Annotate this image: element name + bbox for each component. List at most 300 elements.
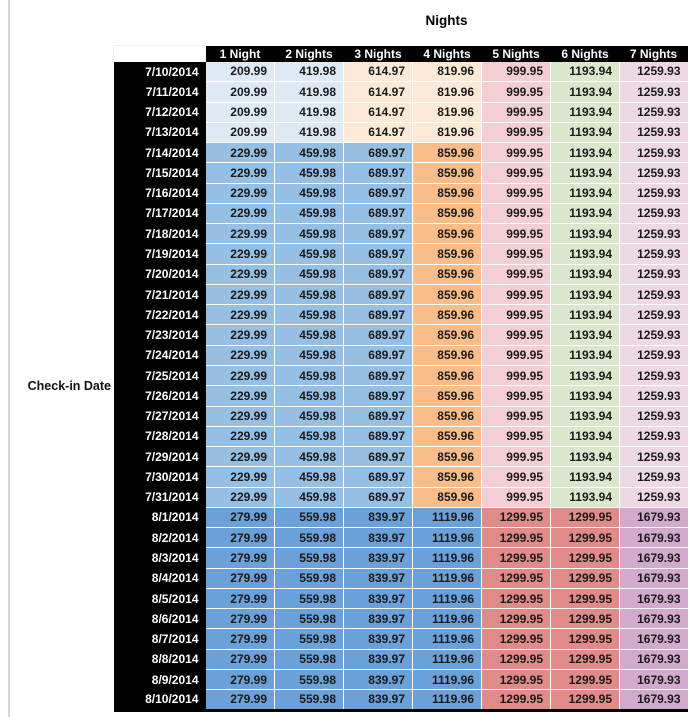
table-row (114, 305, 688, 325)
price-cell[interactable]: 1193.94 (551, 143, 620, 163)
price-cell[interactable]: 1119.96 (413, 528, 482, 548)
price-cell[interactable]: 1679.93 (620, 548, 688, 568)
price-cell[interactable]: 229.99 (206, 264, 275, 284)
price-cell[interactable]: 1259.93 (620, 325, 688, 345)
price-cell[interactable]: 614.97 (344, 122, 413, 142)
price-cell[interactable]: 839.97 (344, 629, 413, 649)
price-cell[interactable]: 1299.95 (482, 649, 551, 669)
price-cell[interactable]: 1259.93 (620, 406, 688, 426)
table-row (114, 143, 688, 163)
price-cell[interactable]: 559.98 (275, 629, 344, 649)
price-cell[interactable]: 839.97 (344, 507, 413, 527)
price-cell[interactable]: 1193.94 (551, 487, 620, 507)
price-cell[interactable]: 1259.93 (620, 102, 688, 122)
date-cell[interactable]: 7/28/2014 (114, 426, 206, 446)
price-cell[interactable]: 459.98 (275, 365, 344, 385)
price-cell[interactable]: 1299.95 (551, 609, 620, 629)
column-header[interactable]: 4 Nights (413, 46, 482, 62)
price-cell[interactable]: 459.98 (275, 244, 344, 264)
price-cell[interactable]: 1259.93 (620, 365, 688, 385)
price-cell[interactable]: 689.97 (344, 264, 413, 284)
table-row (114, 264, 688, 284)
price-cell[interactable]: 689.97 (344, 325, 413, 345)
price-cell[interactable]: 689.97 (344, 345, 413, 365)
price-cell[interactable]: 229.99 (206, 183, 275, 203)
price-cell[interactable]: 689.97 (344, 163, 413, 183)
price-cell[interactable]: 999.95 (482, 203, 551, 223)
price-cell[interactable]: 459.98 (275, 183, 344, 203)
price-cell[interactable]: 999.95 (482, 62, 551, 82)
date-cell[interactable]: 7/13/2014 (114, 122, 206, 142)
price-cell[interactable]: 1299.95 (551, 507, 620, 527)
table-row (114, 629, 688, 649)
price-cell[interactable]: 839.97 (344, 568, 413, 588)
table-row (114, 507, 688, 527)
price-cell[interactable]: 279.99 (206, 649, 275, 669)
price-cell[interactable]: 559.98 (275, 609, 344, 629)
table-row (114, 649, 688, 669)
price-cell[interactable]: 279.99 (206, 507, 275, 527)
price-cell[interactable]: 559.98 (275, 588, 344, 608)
price-cell[interactable]: 819.96 (413, 122, 482, 142)
price-cell[interactable]: 1299.95 (482, 568, 551, 588)
price-cell[interactable]: 1299.95 (551, 649, 620, 669)
table-row (114, 447, 688, 467)
price-cell[interactable]: 689.97 (344, 284, 413, 304)
price-cell[interactable]: 279.99 (206, 528, 275, 548)
table-row (114, 244, 688, 264)
price-cell[interactable]: 279.99 (206, 690, 275, 710)
date-cell[interactable]: 7/20/2014 (114, 264, 206, 284)
price-cell[interactable]: 1679.93 (620, 629, 688, 649)
price-cell[interactable]: 839.97 (344, 609, 413, 629)
price-cell[interactable]: 229.99 (206, 447, 275, 467)
price-cell[interactable]: 859.96 (413, 325, 482, 345)
price-cell[interactable]: 229.99 (206, 426, 275, 446)
price-cell[interactable]: 1193.94 (551, 264, 620, 284)
price-cell[interactable]: 559.98 (275, 649, 344, 669)
date-cell[interactable]: 7/18/2014 (114, 224, 206, 244)
price-cell[interactable]: 689.97 (344, 467, 413, 487)
price-cell[interactable]: 459.98 (275, 386, 344, 406)
price-cell[interactable]: 1259.93 (620, 143, 688, 163)
price-cell[interactable]: 999.95 (482, 102, 551, 122)
table-row (114, 487, 688, 507)
price-cell[interactable]: 1679.93 (620, 609, 688, 629)
price-cell[interactable]: 689.97 (344, 244, 413, 264)
price-cell[interactable]: 1193.94 (551, 82, 620, 102)
price-cell[interactable]: 1193.94 (551, 62, 620, 82)
price-cell[interactable]: 689.97 (344, 143, 413, 163)
price-cell[interactable]: 999.95 (482, 426, 551, 446)
price-cell[interactable]: 459.98 (275, 143, 344, 163)
price-cell[interactable]: 1259.93 (620, 163, 688, 183)
price-cell[interactable]: 859.96 (413, 224, 482, 244)
price-cell[interactable]: 1299.95 (482, 507, 551, 527)
column-header[interactable]: 6 Nights (551, 46, 620, 62)
price-cell[interactable]: 1259.93 (620, 487, 688, 507)
date-cell[interactable]: 7/22/2014 (114, 305, 206, 325)
price-cell[interactable]: 209.99 (206, 102, 275, 122)
price-cell[interactable]: 839.97 (344, 588, 413, 608)
price-cell[interactable]: 1299.95 (551, 690, 620, 710)
price-cell[interactable]: 279.99 (206, 669, 275, 689)
date-cell[interactable]: 7/15/2014 (114, 163, 206, 183)
price-cell[interactable]: 1193.94 (551, 224, 620, 244)
table-row (114, 426, 688, 446)
price-cell[interactable]: 859.96 (413, 203, 482, 223)
price-cell[interactable]: 999.95 (482, 406, 551, 426)
column-header[interactable]: 1 Night (206, 46, 275, 62)
price-cell[interactable]: 614.97 (344, 102, 413, 122)
price-cell[interactable]: 1259.93 (620, 203, 688, 223)
price-cell[interactable]: 1193.94 (551, 345, 620, 365)
date-cell[interactable]: 7/12/2014 (114, 102, 206, 122)
price-cell[interactable]: 689.97 (344, 224, 413, 244)
price-cell[interactable]: 459.98 (275, 284, 344, 304)
price-cell[interactable]: 229.99 (206, 143, 275, 163)
price-cell[interactable]: 1679.93 (620, 568, 688, 588)
price-cell[interactable]: 1259.93 (620, 386, 688, 406)
column-header[interactable]: 3 Nights (344, 46, 413, 62)
price-cell[interactable]: 839.97 (344, 548, 413, 568)
price-cell[interactable]: 1299.95 (482, 609, 551, 629)
date-cell[interactable]: 7/17/2014 (114, 203, 206, 223)
price-cell[interactable]: 559.98 (275, 548, 344, 568)
price-cell[interactable]: 229.99 (206, 305, 275, 325)
price-cell[interactable]: 459.98 (275, 163, 344, 183)
table-row (114, 122, 688, 142)
date-cell[interactable]: 8/7/2014 (114, 629, 206, 649)
price-cell[interactable]: 209.99 (206, 122, 275, 142)
table-row (114, 203, 688, 223)
price-cell[interactable]: 1119.96 (413, 669, 482, 689)
table-row (114, 183, 688, 203)
price-cell[interactable]: 859.96 (413, 426, 482, 446)
price-cell[interactable]: 1119.96 (413, 588, 482, 608)
price-cell[interactable]: 419.98 (275, 82, 344, 102)
price-cell[interactable]: 999.95 (482, 284, 551, 304)
price-cell[interactable]: 859.96 (413, 183, 482, 203)
price-cell[interactable]: 859.96 (413, 487, 482, 507)
price-cell[interactable]: 1193.94 (551, 203, 620, 223)
price-cell[interactable]: 419.98 (275, 62, 344, 82)
price-cell[interactable]: 1299.95 (482, 548, 551, 568)
price-cell[interactable]: 689.97 (344, 203, 413, 223)
price-cell[interactable]: 229.99 (206, 224, 275, 244)
date-cell[interactable]: 7/25/2014 (114, 365, 206, 385)
price-cell[interactable]: 1119.96 (413, 649, 482, 669)
table-row (114, 224, 688, 244)
price-cell[interactable]: 1259.93 (620, 62, 688, 82)
price-cell[interactable]: 459.98 (275, 426, 344, 446)
price-cell[interactable]: 999.95 (482, 122, 551, 142)
column-header[interactable]: 7 Nights (620, 46, 688, 62)
price-cell[interactable]: 859.96 (413, 284, 482, 304)
price-cell[interactable]: 859.96 (413, 163, 482, 183)
price-cell[interactable]: 819.96 (413, 82, 482, 102)
price-cell[interactable]: 1119.96 (413, 568, 482, 588)
price-cell[interactable]: 459.98 (275, 447, 344, 467)
price-cell[interactable]: 819.96 (413, 62, 482, 82)
price-cell[interactable]: 839.97 (344, 528, 413, 548)
table-row (114, 102, 688, 122)
price-cell[interactable]: 1119.96 (413, 629, 482, 649)
price-cell[interactable]: 459.98 (275, 467, 344, 487)
price-cell[interactable]: 279.99 (206, 629, 275, 649)
price-cell[interactable]: 1299.95 (551, 629, 620, 649)
corner-cell (114, 46, 206, 62)
price-cell[interactable]: 819.96 (413, 102, 482, 122)
price-cell[interactable]: 1119.96 (413, 548, 482, 568)
price-cell[interactable]: 999.95 (482, 345, 551, 365)
table-row (114, 284, 688, 304)
price-cell[interactable]: 999.95 (482, 244, 551, 264)
price-cell[interactable]: 1299.95 (482, 528, 551, 548)
price-cell[interactable]: 999.95 (482, 264, 551, 284)
price-cell[interactable]: 1259.93 (620, 345, 688, 365)
price-cell[interactable]: 419.98 (275, 122, 344, 142)
price-cell[interactable]: 689.97 (344, 487, 413, 507)
price-cell[interactable]: 229.99 (206, 487, 275, 507)
date-cell[interactable]: 8/6/2014 (114, 609, 206, 629)
price-cell[interactable]: 1193.94 (551, 305, 620, 325)
price-cell[interactable]: 999.95 (482, 143, 551, 163)
price-cell[interactable]: 689.97 (344, 406, 413, 426)
price-cell[interactable]: 1193.94 (551, 447, 620, 467)
price-cell[interactable]: 1679.93 (620, 507, 688, 527)
date-cell[interactable]: 7/10/2014 (114, 62, 206, 82)
price-cell[interactable]: 1193.94 (551, 426, 620, 446)
price-cell[interactable]: 229.99 (206, 406, 275, 426)
price-cell[interactable]: 859.96 (413, 143, 482, 163)
price-cell[interactable]: 1299.95 (551, 588, 620, 608)
price-cell[interactable]: 999.95 (482, 224, 551, 244)
price-cell[interactable]: 859.96 (413, 447, 482, 467)
table-row (114, 365, 688, 385)
price-cell[interactable]: 1119.96 (413, 609, 482, 629)
price-cell[interactable]: 1259.93 (620, 244, 688, 264)
price-cell[interactable]: 999.95 (482, 386, 551, 406)
price-cell[interactable]: 229.99 (206, 345, 275, 365)
date-cell[interactable]: 7/21/2014 (114, 284, 206, 304)
price-cell[interactable]: 999.95 (482, 163, 551, 183)
price-cell[interactable]: 459.98 (275, 305, 344, 325)
price-cell[interactable]: 839.97 (344, 690, 413, 710)
price-cell[interactable]: 1259.93 (620, 82, 688, 102)
price-cell[interactable]: 859.96 (413, 386, 482, 406)
price-cell[interactable]: 1299.95 (482, 669, 551, 689)
price-cell[interactable]: 229.99 (206, 163, 275, 183)
price-cell[interactable]: 559.98 (275, 528, 344, 548)
price-cell[interactable]: 279.99 (206, 588, 275, 608)
price-cell[interactable]: 689.97 (344, 183, 413, 203)
price-cell[interactable]: 999.95 (482, 447, 551, 467)
price-cell[interactable]: 839.97 (344, 649, 413, 669)
price-cell[interactable]: 1193.94 (551, 244, 620, 264)
price-cell[interactable]: 1193.94 (551, 284, 620, 304)
price-cell[interactable]: 459.98 (275, 224, 344, 244)
price-cell[interactable]: 559.98 (275, 568, 344, 588)
price-cell[interactable]: 1193.94 (551, 163, 620, 183)
price-cell[interactable]: 1299.95 (482, 690, 551, 710)
price-cell[interactable]: 999.95 (482, 82, 551, 102)
price-cell[interactable]: 1193.94 (551, 325, 620, 345)
price-cell[interactable]: 1679.93 (620, 528, 688, 548)
price-cell[interactable]: 459.98 (275, 264, 344, 284)
table-row (114, 690, 688, 710)
date-cell[interactable]: 7/29/2014 (114, 447, 206, 467)
date-cell[interactable]: 8/5/2014 (114, 588, 206, 608)
price-cell[interactable]: 1679.93 (620, 649, 688, 669)
price-cell[interactable]: 229.99 (206, 325, 275, 345)
column-header[interactable]: 5 Nights (482, 46, 551, 62)
price-cell[interactable]: 229.99 (206, 386, 275, 406)
price-cell[interactable]: 1679.93 (620, 588, 688, 608)
price-cell[interactable]: 1259.93 (620, 224, 688, 244)
price-cell[interactable]: 459.98 (275, 487, 344, 507)
price-cell[interactable]: 859.96 (413, 467, 482, 487)
price-cell[interactable]: 859.96 (413, 264, 482, 284)
price-cell[interactable]: 1193.94 (551, 365, 620, 385)
price-cell[interactable]: 229.99 (206, 467, 275, 487)
date-cell[interactable]: 8/2/2014 (114, 528, 206, 548)
price-cell[interactable]: 1679.93 (620, 690, 688, 710)
price-cell[interactable]: 1259.93 (620, 122, 688, 142)
price-cell[interactable]: 229.99 (206, 365, 275, 385)
price-cell[interactable]: 1299.95 (551, 528, 620, 548)
table-row (114, 345, 688, 365)
price-cell[interactable]: 1193.94 (551, 102, 620, 122)
price-cell[interactable]: 859.96 (413, 406, 482, 426)
price-cell[interactable]: 859.96 (413, 305, 482, 325)
table-row (114, 528, 688, 548)
price-cell[interactable]: 1193.94 (551, 183, 620, 203)
table-row (114, 467, 688, 487)
price-cell[interactable]: 229.99 (206, 284, 275, 304)
price-cell[interactable]: 1193.94 (551, 406, 620, 426)
table-row (114, 669, 688, 689)
date-cell[interactable]: 7/24/2014 (114, 345, 206, 365)
price-cell[interactable]: 1259.93 (620, 467, 688, 487)
price-cell[interactable]: 999.95 (482, 467, 551, 487)
price-cell[interactable]: 999.95 (482, 183, 551, 203)
date-cell[interactable]: 7/23/2014 (114, 325, 206, 345)
date-cell[interactable]: 7/19/2014 (114, 244, 206, 264)
price-cell[interactable]: 459.98 (275, 406, 344, 426)
date-cell[interactable]: 7/14/2014 (114, 143, 206, 163)
price-cell[interactable]: 229.99 (206, 244, 275, 264)
price-cell[interactable]: 279.99 (206, 609, 275, 629)
price-cell[interactable]: 209.99 (206, 82, 275, 102)
table-row (114, 386, 688, 406)
price-cell[interactable]: 1299.95 (482, 629, 551, 649)
table-row (114, 62, 688, 82)
checkin-date-label: Check-in Date (27, 379, 111, 393)
price-cell[interactable]: 689.97 (344, 426, 413, 446)
table-row (114, 163, 688, 183)
price-cell[interactable]: 689.97 (344, 386, 413, 406)
price-cell[interactable]: 279.99 (206, 548, 275, 568)
price-cell[interactable]: 1299.95 (551, 568, 620, 588)
table-row (114, 588, 688, 608)
price-cell[interactable]: 859.96 (413, 365, 482, 385)
table-row (114, 325, 688, 345)
window-edge-divider (8, 0, 10, 717)
price-cell[interactable]: 1259.93 (620, 183, 688, 203)
price-cell[interactable]: 1259.93 (620, 284, 688, 304)
column-header[interactable]: 2 Nights (275, 46, 344, 62)
price-cell[interactable]: 614.97 (344, 62, 413, 82)
table-row (114, 406, 688, 426)
price-cell[interactable]: 419.98 (275, 102, 344, 122)
price-cell[interactable]: 614.97 (344, 82, 413, 102)
price-cell[interactable]: 1299.95 (482, 588, 551, 608)
price-cell[interactable]: 999.95 (482, 365, 551, 385)
price-cell[interactable]: 459.98 (275, 345, 344, 365)
date-cell[interactable]: 8/8/2014 (114, 649, 206, 669)
table-row (114, 548, 688, 568)
pricing-table (113, 45, 688, 712)
price-cell[interactable]: 999.95 (482, 325, 551, 345)
price-cell[interactable]: 1299.95 (551, 548, 620, 568)
price-cell[interactable]: 1259.93 (620, 447, 688, 467)
date-cell[interactable]: 8/3/2014 (114, 548, 206, 568)
price-cell[interactable]: 1193.94 (551, 122, 620, 142)
price-cell[interactable]: 559.98 (275, 507, 344, 527)
date-cell[interactable]: 8/4/2014 (114, 568, 206, 588)
date-cell[interactable]: 7/27/2014 (114, 406, 206, 426)
price-cell[interactable]: 689.97 (344, 447, 413, 467)
price-cell[interactable]: 1119.96 (413, 507, 482, 527)
date-cell[interactable]: 7/31/2014 (114, 487, 206, 507)
table-row (114, 82, 688, 102)
price-cell[interactable]: 229.99 (206, 203, 275, 223)
price-cell[interactable]: 279.99 (206, 568, 275, 588)
price-cell[interactable]: 1119.96 (413, 690, 482, 710)
date-cell[interactable]: 8/10/2014 (114, 690, 206, 710)
table-row (114, 609, 688, 629)
date-cell[interactable]: 7/11/2014 (114, 82, 206, 102)
date-cell[interactable]: 7/16/2014 (114, 183, 206, 203)
date-cell[interactable]: 7/30/2014 (114, 467, 206, 487)
price-cell[interactable]: 1679.93 (620, 669, 688, 689)
price-cell[interactable]: 209.99 (206, 62, 275, 82)
price-cell[interactable]: 689.97 (344, 305, 413, 325)
price-cell[interactable]: 459.98 (275, 325, 344, 345)
date-cell[interactable]: 8/1/2014 (114, 507, 206, 527)
price-cell[interactable]: 1259.93 (620, 264, 688, 284)
table-title: Nights (425, 13, 468, 28)
price-cell[interactable]: 1193.94 (551, 467, 620, 487)
price-cell[interactable]: 559.98 (275, 690, 344, 710)
header-row (114, 46, 688, 62)
price-cell[interactable]: 1259.93 (620, 305, 688, 325)
price-cell[interactable]: 859.96 (413, 244, 482, 264)
price-cell[interactable]: 559.98 (275, 669, 344, 689)
price-cell[interactable]: 999.95 (482, 305, 551, 325)
price-cell[interactable]: 1193.94 (551, 386, 620, 406)
date-cell[interactable]: 7/26/2014 (114, 386, 206, 406)
price-cell[interactable]: 999.95 (482, 487, 551, 507)
price-cell[interactable]: 839.97 (344, 669, 413, 689)
price-cell[interactable]: 689.97 (344, 365, 413, 385)
date-cell[interactable]: 8/9/2014 (114, 669, 206, 689)
price-cell[interactable]: 1259.93 (620, 426, 688, 446)
price-cell[interactable]: 859.96 (413, 345, 482, 365)
price-cell[interactable]: 1299.95 (551, 669, 620, 689)
price-cell[interactable]: 459.98 (275, 203, 344, 223)
